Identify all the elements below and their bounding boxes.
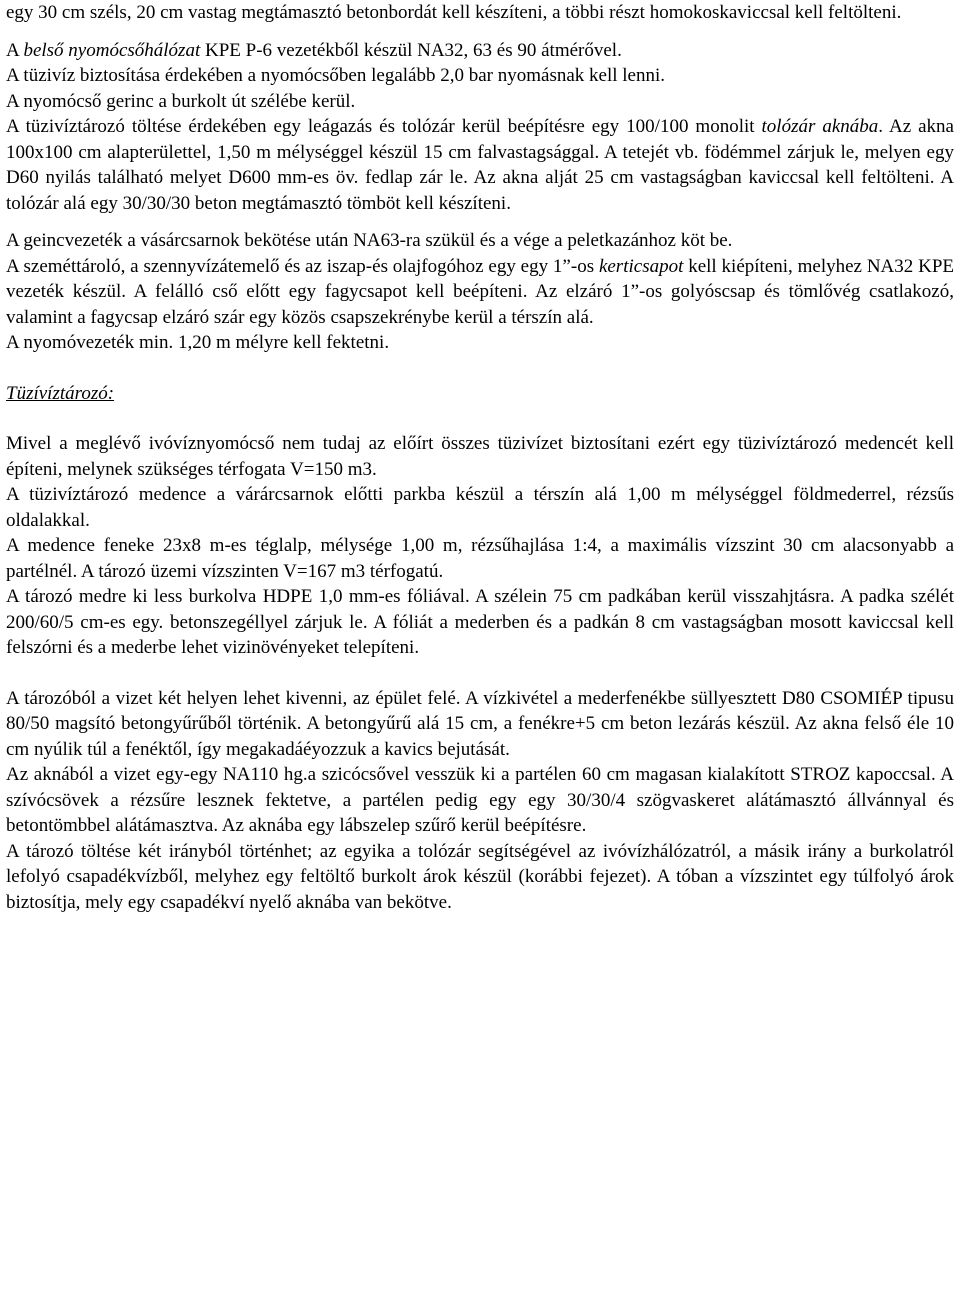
spacer [6, 661, 954, 686]
paragraph-szivocso: Az aknából a vizet egy-egy NA110 hg.a szicócsővel vesszük ki a partélen 60 cm magasan kialakított STROZ kapoccsal. A szívócsövek a rézsűre lesznek fektetve, a partélen pedig egy egy 30/30/4 szögvaskeret alátámasztó állvánnyal és betontömbbel alátámasztva. Az aknába egy lábszelep szűrő kerül beépítésre. [6, 764, 954, 836]
paragraph-tuziviz-nyomas: A tüzivíz biztosítása érdekében a nyomócsőben legalább 2,0 bar nyomásnak kell lenni. [6, 65, 665, 86]
spacer [6, 406, 954, 431]
paragraph-belso-halozat [6, 38, 954, 64]
text-run: A szeméttároló, a szennyvízátemelő és az iszap-és olajfogóhoz egy egy 1”-os [6, 255, 599, 277]
italic-term: belső nyomócsőhálózat [23, 39, 201, 61]
paragraph-medence-szukseg: Mivel a meglévő ivóvíznyomócső nem tudaj az előírt összes tüzivízet biztosítani ezért egy tüzivíztározó medencét kell építeni, melynek szükséges térfogata V=150 m3. [6, 433, 954, 480]
paragraph-geincvezetek: A geincvezeték a vásárcsarnok bekötése után NA63-ra szükül és a vége a peletkazánhoz köt be. [6, 230, 733, 251]
paragraph-gerinc: A nyomócső gerinc a burkolt út szélébe kerül. [6, 90, 356, 112]
paragraph-vizkivetel: A tározóból a vizet két helyen lehet kivenni, az épület felé. A vízkivétel a mederfenékbe süllyesztett D80 CSOMIÉP tipusu 80/50 magsító betongyűrűből történik. A betongyűrű alá 15 cm, a fenékre+5 cm beton lezárás készül. Az akna felső éle 10 cm nyúlik túl a fenéktől, így megakadáéyozzuk a kavics bejutását. [6, 687, 954, 760]
document-page [6, 0, 954, 915]
italic-term: kerticsapot [598, 255, 684, 277]
text-run: KPE P-6 vezetékből készül NA32, 63 és 90 átmérővel. [200, 39, 622, 61]
text-run: . Az akna 100x100 cm alapterülettel, 1,50 m mélységgel készül 15 cm falvastagsággal. A tetejét vb. födémmel zárjuk le, melyen egy D60 nyilás található melyet D600 mm-es öv. fedlap zár le. Az akna alját 25 cm vastagságban kaviccsal kell feltölteni. A tolózár alá egy 30/30/30 beton megtámasztó tömböt kell készíteni. [6, 116, 954, 214]
paragraph-medence-meret: A medence feneke 23x8 m-es téglalp, mélysége 1,00 m, rézsűhajlása 1:4, a maximális vízszint 30 cm alacsonyabb a partélnél. A tározó üzemi vízszinten V=167 m3 térfogatú. [6, 535, 954, 582]
paragraph-kerticsap [6, 254, 954, 331]
paragraph-medence-burkolat: A tározó medre ki less burkolva HDPE 1,0 mm-es fóliával. A szélein 75 cm padkában kerül visszahjtásra. A padka szélét 200/60/5 cm-es egy. betonszegéllyel zárjuk le. A fóliát a mederben és a padkán 8 cm vastagságban mosott kaviccsal kell felszórni és a mederbe lehet vizinövényeket telepíteni. [6, 586, 954, 658]
spacer [6, 356, 954, 381]
paragraph-nyomovezetek: A nyomóvezeték min. 1,20 m mélyre kell fektetni. [6, 332, 390, 353]
paragraph-medence-hely: A tüzivíztározó medence a várárcsarnok előtti parkba készül a térszín alá 1,00 m mélységgel földmederrel, rézsűs oldalakkal. [6, 484, 954, 531]
italic-term: tolózár aknába [761, 116, 879, 137]
text-run: A tüzivíztározó töltése érdekében egy leágazás és tolózár kerül beépítésre egy 100/100 monolit [6, 116, 762, 137]
paragraph-tolozar-akna [6, 114, 954, 216]
section-heading: Tüzívíztározó: [6, 382, 115, 404]
spacer [6, 216, 954, 228]
paragraph-intro: egy 30 cm széls, 20 cm vastag megtámasztó betonbordát kell készíteni, a többi részt homokoskaviccsal kell feltölteni. [6, 2, 902, 23]
text-run: kell kiépíteni, melyhez NA32 KPE vezeték készül. A felálló cső előtt egy fagycsapot kell beépíteni. Az elzáró 1”-os golyóscsap és tömlővég csatlakozó, valamint a fagycsap elzáró szár egy közös csapszekrénybe kerül a térszín alá. [6, 255, 954, 328]
spacer [6, 26, 954, 38]
paragraph-toltes: A tározó töltése két irányból történhet; az egyika a tolózár segítségével az ivóvízhálózatról, a másik irány a burkolatról lefolyó csapadékvízből, melyhez egy feltöltő burkolt árok készül (korábbi fejezet). A tóban a vízszintet egy túlfolyó árok biztosítja, mely egy csapadékví nyelő aknába van bekötve. [6, 840, 954, 913]
text-run: A [6, 39, 24, 61]
